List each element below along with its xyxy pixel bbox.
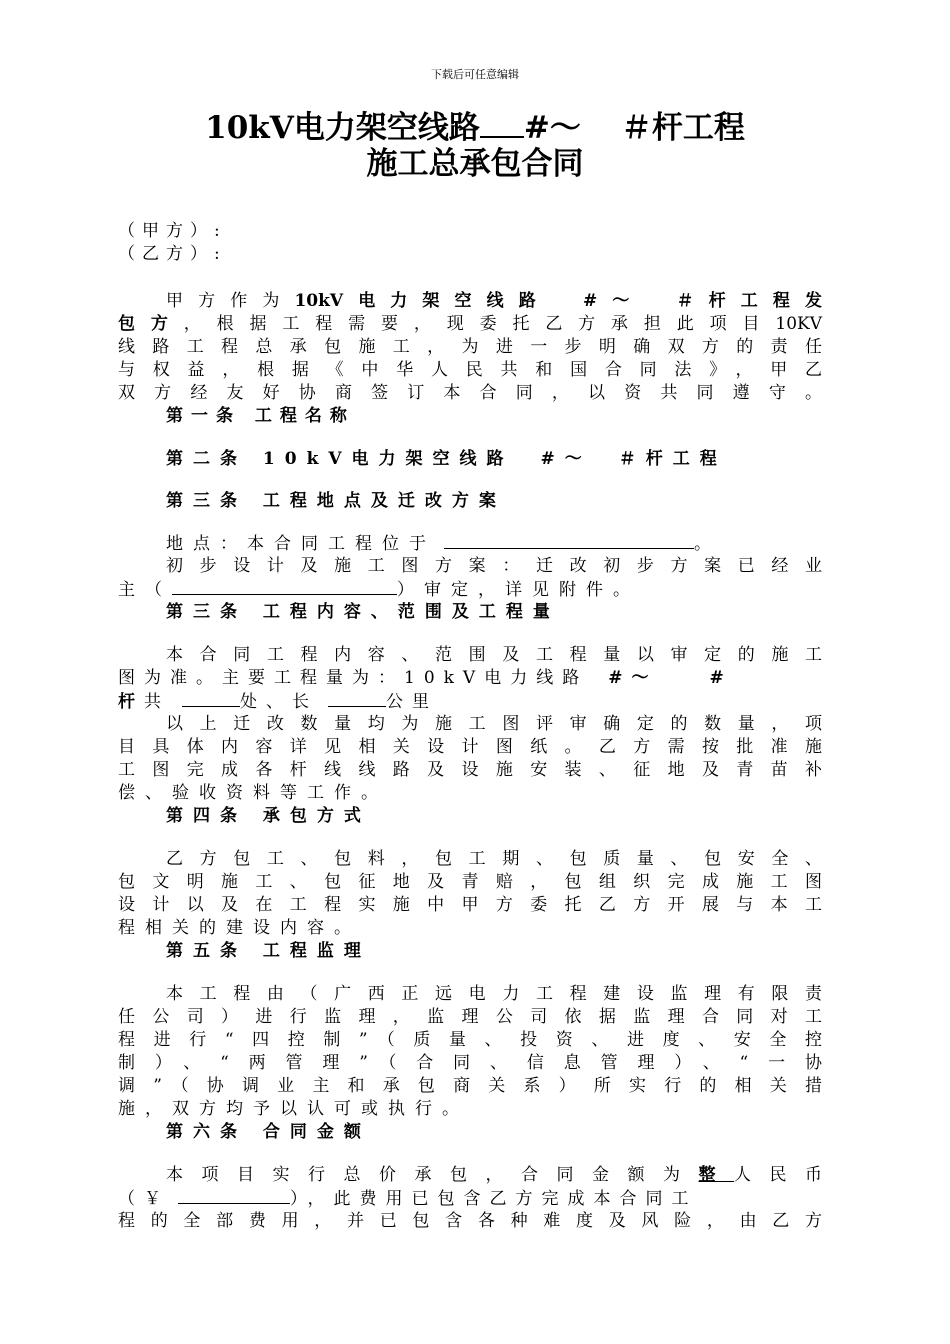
scope-line-6: 工图完成各杆线线路及设施安装、征地及青苗补 <box>118 760 822 780</box>
preamble-line-3: 线路工程总承包施工，为进一步明确双方的责任 <box>118 337 822 357</box>
title-part-c: ＃杆工程 <box>620 110 745 146</box>
contract-title-line-1 <box>0 110 950 146</box>
article-3-heading: 第三条 工程地点及迁改方案 <box>166 491 506 511</box>
title-blank-start[interactable] <box>480 110 524 138</box>
article-2-heading: 第二条 10kV电力架空线路 #～ ＃杆工程 <box>166 449 727 469</box>
owner-blank[interactable] <box>172 578 397 595</box>
supervision-line-2: 任公司）进行监理，监理公司依据监理合同对工 <box>118 1007 822 1027</box>
scope-line-7: 偿、验收资料等工作。 <box>118 783 388 803</box>
preamble-line-1: 甲方作为10kV电力架空线路 #～ ＃杆工程发 <box>166 291 823 311</box>
amount-line-1: 本项目实行总价承包，合同金额为整人民币 <box>166 1165 822 1185</box>
title-part-a: 10kV电力架空线路 <box>205 110 480 146</box>
contract-mode-line-2: 包文明施工、包征地及青赔，包组织完成施工图 <box>118 872 822 892</box>
scope-line-3: 杆共 处、长 公里 <box>118 692 438 712</box>
scope-line-2: 图为准。主要工程量为：10kV电力线路 #～ # <box>118 668 733 688</box>
preamble-line-4: 与权益，根据《中华人民共和国合同法》，甲乙 <box>118 360 822 380</box>
party-b-label: （乙方）: <box>118 244 227 264</box>
contract-mode-line-4: 程相关的建设内容。 <box>118 918 361 938</box>
supervision-line-4: 制）、“两管理”（合同、信息管理）、“一协 <box>118 1053 822 1073</box>
contract-title-line-2: 施工总承包合同 <box>366 146 584 182</box>
article-1-heading: 第一条 工程名称 <box>166 406 355 426</box>
supervision-line-5: 调”（协调业主和承包商关系）所实行的相关措 <box>118 1076 822 1096</box>
amount-blank[interactable] <box>178 1187 290 1204</box>
article-6-heading: 第六条 合同金额 <box>166 1122 371 1142</box>
approval-line: 主（ ）审定，详见附件。 <box>118 580 640 600</box>
contract-mode-line-1: 乙方包工、包料，包工期、包质量、包安全、 <box>166 849 822 869</box>
scope-line-1: 本合同工程内容、范围及工程量以审定的施工 <box>166 645 822 665</box>
location-line: 地点：本合同工程位于 。 <box>166 534 721 554</box>
scope-line-4: 以上迁改数量均为施工图评审确定的数量，项 <box>166 714 822 734</box>
location-blank[interactable] <box>444 532 694 549</box>
amount-line-2: （￥ ），此费用已包含乙方完成本合同工 <box>118 1189 698 1209</box>
scope-line-5: 目具体内容详见相关设计图纸。乙方需按批准施 <box>118 737 822 757</box>
design-plan-line: 初步设计及施工图方案：迁改初步方案已经业 <box>166 556 822 576</box>
preamble-line-2: 包方，根据工程需要，现委托乙方承担此项目10KV <box>118 314 823 334</box>
preamble-line-5: 双方经友好协商签订本合同，以资共同遵守。 <box>118 383 822 403</box>
title-part-b: #～ <box>523 110 581 146</box>
length-blank[interactable] <box>328 690 386 707</box>
article-3b-heading: 第三条 工程内容、范围及工程量 <box>166 602 560 622</box>
supervision-line-1: 本工程由（广西正远电力工程建设监理有限责 <box>166 984 822 1004</box>
amount-line-3: 程的全部费用，并已包含各种难度及风险，由乙方 <box>118 1211 822 1231</box>
contract-mode-line-3: 设计以及在工程实施中甲方委托乙方开展与本工 <box>118 895 822 915</box>
article-5-heading: 第五条 工程监理 <box>166 941 371 961</box>
article-4-heading: 第四条 承包方式 <box>166 806 371 826</box>
count-blank[interactable] <box>182 690 240 707</box>
header-note: 下载后可任意编辑 <box>431 68 519 81</box>
supervision-line-6: 施，双方均予以认可或执行。 <box>118 1099 469 1119</box>
supervision-line-3: 程进行“四控制”（质量、投资、进度、安全控 <box>118 1030 822 1050</box>
party-a-label: （甲方）: <box>118 221 227 241</box>
